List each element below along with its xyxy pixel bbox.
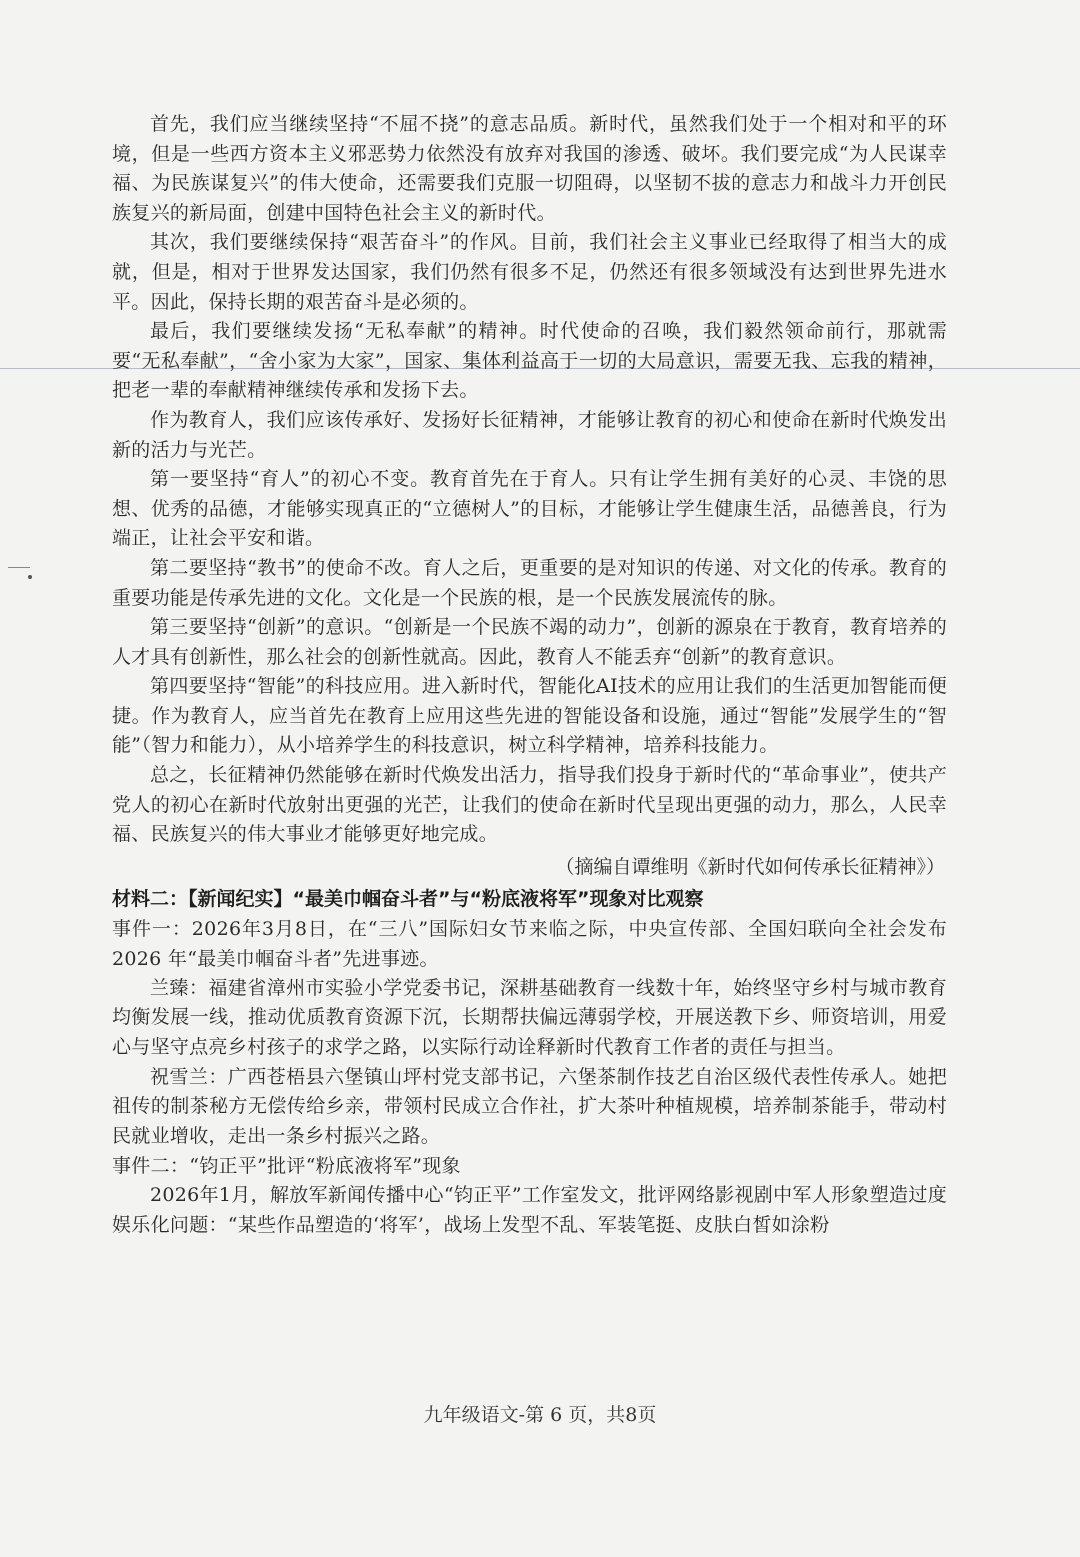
paragraph-first: 首先，我们应当继续坚持“不屈不挠”的意志品质。新时代，虽然我们处于一个相对和平的环境，但是一些西方资本主义邪恶势力依然没有放弃对我国的渗透、破坏。我们要完成“为人民谋幸福、为民族谋复兴”的伟大使命，还需要我们克服一切阻碍，以坚韧不拔的意志力和战斗力开创民族复兴的新局面，创建中国特色社会主义的新时代。: [112, 113, 947, 224]
paragraph-conclusion: 总之，长征精神仍然能够在新时代焕发出活力，指导我们投身于新时代的“革命事业”，使共产党人的初心在新时代放射出更强的光芒，让我们的使命在新时代呈现出更强的动力，那么，人民幸福、民族复兴的伟大事业才能够更好地完成。: [112, 764, 947, 846]
scan-artifact-dot: [28, 575, 32, 579]
event-two-text: 2026年1月，解放军新闻传播中心“钧正平”工作室发文，批评网络影视剧中军人形象塑造过度娱乐化问题：“某些作品塑造的‘将军’，战场上发型不乱、军装笔挺、皮肤白皙如涂粉: [112, 1184, 947, 1236]
material-two-title: 材料二：【新闻纪实】“最美巾帼奋斗者”与“粉底液将军”现象对比观察: [112, 887, 704, 910]
source-citation: （摘编自谭维明《新时代如何传承长征精神》）: [555, 855, 945, 878]
scan-artifact-dash: [8, 567, 30, 568]
paragraph-point-three: 第三要坚持“创新”的意识。“创新是一个民族不竭的动力”，创新的源泉在于教育，教育培养的人才具有创新性，那么社会的创新性就高。因此，教育人不能丢弃“创新”的教育意识。: [112, 616, 947, 668]
paragraph-point-one: 第一要坚持“育人”的初心不变。教育首先在于育人。只有让学生拥有美好的心灵、丰饶的思想、优秀的品德，才能够实现真正的“立德树人”的目标，才能够让学生健康生活，品德善良，行为端正，让社会平安和谐。: [112, 468, 947, 550]
paragraph-finally: 最后，我们要继续发扬“无私奉献”的精神。时代使命的召唤，我们毅然领命前行，那就需要“无私奉献”，“舍小家为大家”，国家、集体利益高于一切的大局意识，需要无我、忘我的精神，把老一辈的奉献精神继续传承和发扬下去。: [112, 320, 947, 402]
page-content: [112, 110, 947, 1241]
profile-zhuxuelan: 祝雪兰：广西苍梧县六堡镇山坪村党支部书记，六堡茶制作技艺自治区级代表性传承人。她把祖传的制茶秘方无偿传给乡亲，带领村民成立合作社，扩大茶叶种植规模，培养制茶能手，带动村民就业增收，走出一条乡村振兴之路。: [112, 1065, 947, 1147]
event-two: 事件二：“钧正平”批评“粉底液将军”现象: [112, 1155, 461, 1178]
paragraph-second: 其次，我们要继续保持“艰苦奋斗”的作风。目前，我们社会主义事业已经取得了相当大的成就，但是，相对于世界发达国家，我们仍然有很多不足，仍然还有很多领域没有达到世界先进水平。因此，保持长期的艰苦奋斗是必须的。: [112, 231, 947, 313]
paragraph-point-two: 第二要坚持“教书”的使命不改。育人之后，更重要的是对知识的传递、对文化的传承。教育的重要功能是传承先进的文化。文化是一个民族的根，是一个民族发展流传的脉。: [112, 556, 947, 609]
profile-lanzhen: 兰臻：福建省漳州市实验小学党委书记，深耕基础教育一线数十年，始终坚守乡村与城市教育均衡发展一线，推动优质教育资源下沉，长期帮扶偏远薄弱学校，开展送教下乡、师资培训，用爱心与坚守点亮乡村孩子的求学之路，以实际行动诠释新时代教育工作者的责任与担当。: [112, 976, 947, 1059]
page-footer: 九年级语文-第 6 页，共8页: [423, 1404, 657, 1426]
paragraph-educators: 作为教育人，我们应该传承好、发扬好长征精神，才能够让教育的初心和使命在新时代焕发出新的活力与光芒。: [112, 408, 947, 461]
paragraph-point-four: 第四要坚持“智能”的科技应用。进入新时代，智能化AI技术的应用让我们的生活更加智能而便捷。作为教育人，应当首先在教育上应用这些先进的智能设备和设施，通过“智能”发展学生的“智能”（智力和能力），从小培养学生的科技意识，树立科学精神，培养科技能力。: [112, 675, 947, 757]
event-one: 事件一：2026年3月8日，在“三八”国际妇女节来临之际，中央宣传部、全国妇联向全社会发布 2026 年“最美巾帼奋斗者”先进事迹。: [112, 917, 947, 970]
